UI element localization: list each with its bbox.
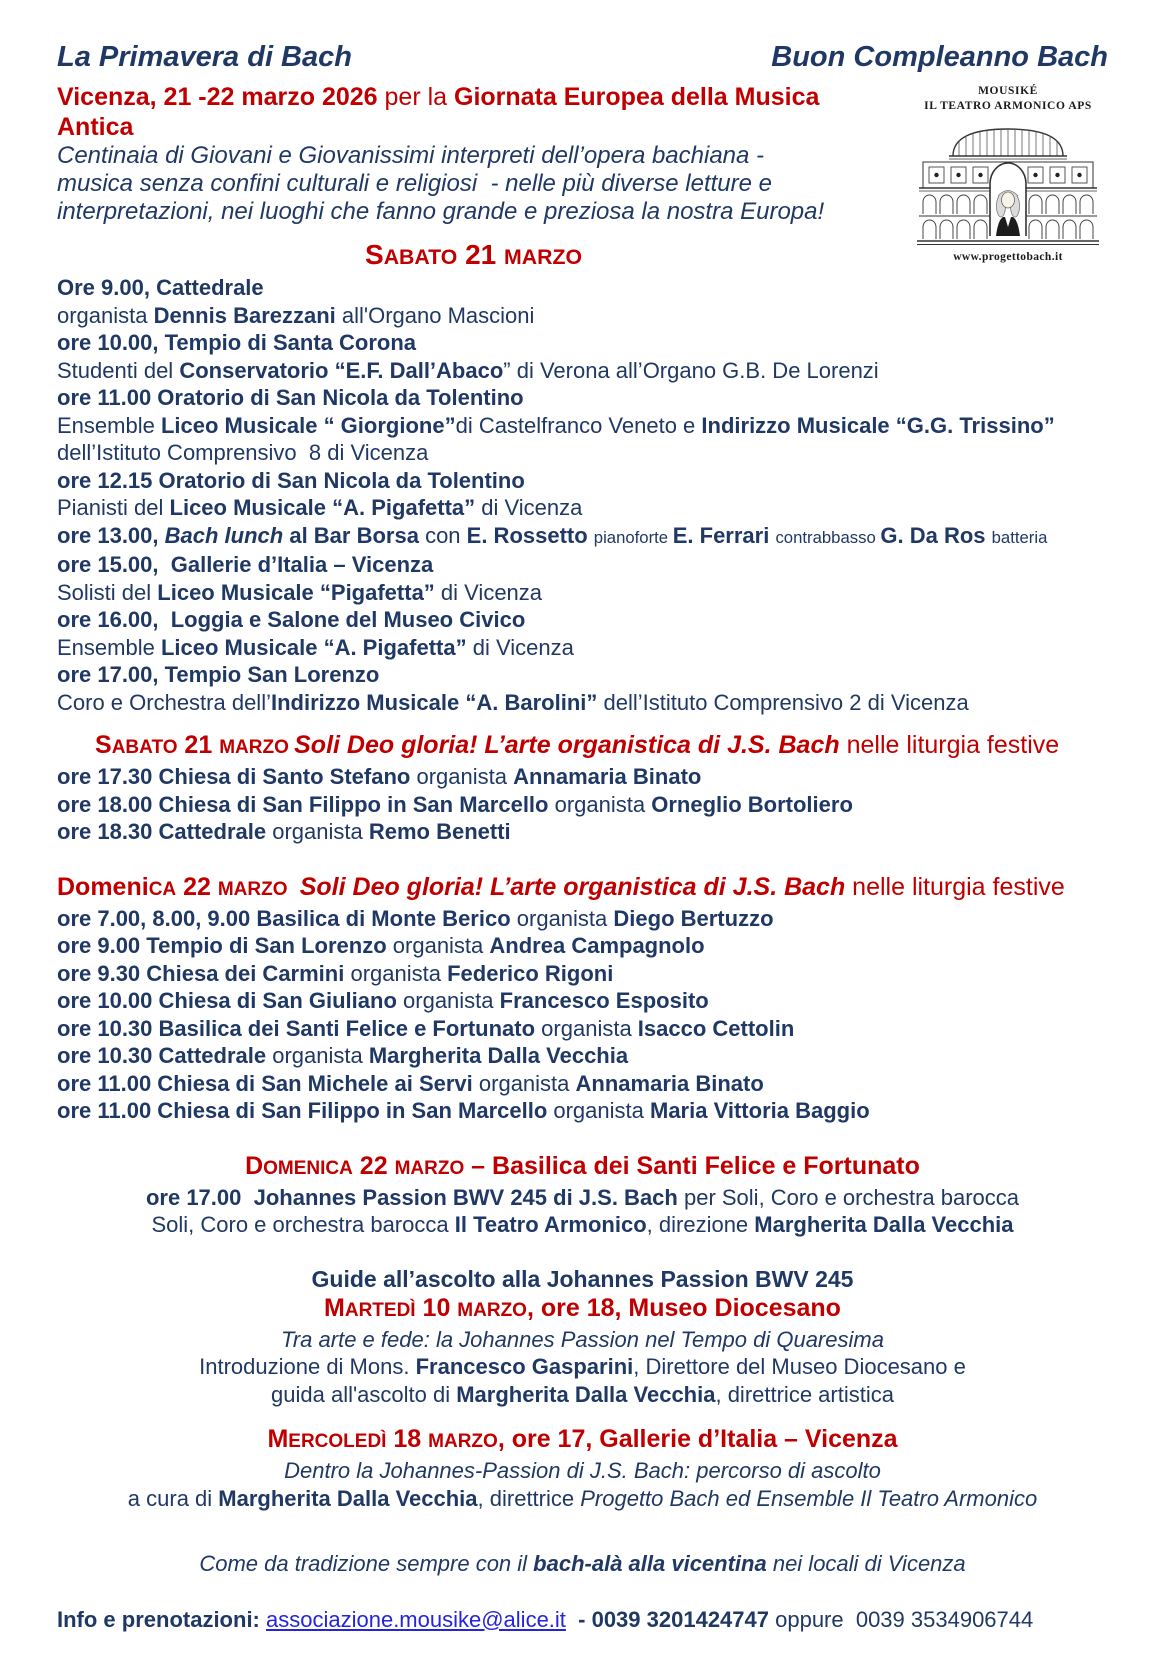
tuesday-heading [57,1293,1108,1326]
flyer-body [57,82,1108,1633]
text-segment: 10 [415,1293,458,1322]
event-line [57,1184,1108,1212]
text-segment: Francesco Esposito [499,988,709,1013]
text-segment: Diego Bertuzzo [613,905,774,931]
text-segment: organista [272,1043,369,1068]
text-segment: Federico Rigoni [447,960,614,986]
text-segment: di Castelfranco Veneto e [455,412,702,438]
event-line [57,818,1108,846]
event-line [57,1353,1108,1381]
text-segment: Tra arte e fede: la Johannes Passion nel Tempo di Quaresima [281,1326,884,1352]
text-segment: ARTEDÌ [344,1299,416,1321]
event-line [57,412,1108,440]
text-segment: G. Da Ros [880,522,992,548]
text-segment: organista [516,905,614,931]
text-segment: bach-alà alla vicentina [533,1551,767,1576]
wednesday-heading [57,1424,1108,1457]
text-segment: Liceo Musicale “ Giorgione” [160,412,456,438]
text-segment: Soli, Coro e orchestra barocca [151,1212,455,1237]
guides-heading [57,1265,1108,1293]
text-segment: Margherita Dalla Vecchia [456,1381,716,1407]
text-segment: Coro e Orchestra dell’ [57,689,271,715]
text-segment: oppure 0039 3534906744 [775,1606,1034,1632]
text-segment: batteria [991,527,1048,547]
event-line [57,1485,1108,1513]
text-segment: Ensemble [57,634,161,660]
saturday-organ-heading [57,730,1108,763]
event-line [57,274,1108,302]
text-segment: Come da tradizione sempre con il [199,1551,534,1576]
text-segment: MARZO [428,1431,498,1452]
text-segment: ore 15.00, Gallerie d’Italia – Vicenza [57,552,434,577]
text-segment: Soli Deo gloria! L’arte organistica di J.S. Bach [292,872,853,901]
text-segment: Margherita Dalla Vecchia [754,1212,1014,1237]
text-segment: organista [350,960,448,986]
text-segment: musica senza confini culturali e religiosi - nelle più diverse letture e [57,170,773,197]
text-segment: al Bar Borsa [289,522,426,548]
text-segment: di Vicenza [466,634,574,660]
event-line [57,634,1108,662]
event-line [57,1211,1108,1239]
text-segment: , ore 18, Museo Diocesano [526,1293,841,1322]
text-segment: Ore 9.00, Cattedrale [57,275,264,300]
event-line [57,522,1108,552]
text-segment: Introduzione di Mons. [199,1354,416,1379]
event-line [57,329,1108,357]
text-segment: ” di Verona all’Organo G.B. De Lorenzi [503,357,879,383]
text-segment: Maria Vittoria Baggio [650,1098,870,1123]
text-segment: Indirizzo Musicale “A. Barolini” [270,689,598,715]
text-segment: ore 10.00 Chiesa di San Giuliano [57,988,404,1013]
text-segment: ABATO [111,737,178,758]
text-segment: MARZO [504,245,582,269]
text-segment: Bach lunch [164,522,290,548]
page-header [57,40,1108,74]
text-segment: ore 11.00 Oratorio di San Nicola da Tolentino [57,385,524,410]
text-segment: E. Rossetto [466,522,594,548]
text-segment: Liceo Musicale “Pigafetta” [157,579,435,605]
event-line [57,1015,1108,1043]
event-line [57,763,1108,791]
text-segment: , ore 17, Gallerie d’Italia – Vicenza [497,1425,898,1453]
logo-website: www.progettobach.it [953,251,1063,263]
text-segment: Conservatorio “E.F. Dall’Abaco [179,357,504,383]
text-segment: – Basilica dei Santi Felice e Fortunato [464,1151,920,1180]
text-segment: Ensemble [57,412,161,438]
event-line [57,1070,1108,1098]
event-line [57,357,1108,385]
text-segment: ore 11.00 Chiesa di San Filippo in San Marcello [57,1098,554,1123]
text-segment: ore 16.00, Loggia e Salone del Museo Civico [57,607,526,632]
text-segment: 21 [457,239,505,270]
logo-org-name-line1: MOUSIKÉ [978,85,1038,97]
text-segment: all'Organo Mascioni [341,302,535,328]
sunday-organ-heading [57,872,1108,905]
text-segment: 18 [386,1425,429,1453]
text-segment: , direttrice artistica [715,1381,894,1407]
text-segment: 22 [352,1151,395,1180]
event-line [57,905,1108,933]
text-segment: organista [392,933,490,958]
event-line [57,932,1108,960]
event-line [57,439,1108,467]
text-segment: ore 17.00, Tempio San Lorenzo [57,662,380,687]
text-segment: E. Ferrari [672,522,776,548]
event-line [57,494,1108,522]
text-segment: MARZO [394,1157,465,1179]
text-segment: ore 10.00, Tempio di Santa Corona [57,330,417,355]
text-segment: di Vicenza [434,579,543,605]
text-segment: OMENICA [263,1157,353,1179]
text-segment: organista [478,1070,576,1096]
event-line [57,1042,1108,1070]
text-segment: ore 9.00 Tempio di San Lorenzo [57,933,393,958]
text-segment: 22 [176,872,218,901]
text-segment: ore 18.30 Cattedrale [57,819,273,844]
text-segment: a cura di [127,1485,219,1511]
text-segment: organista [553,1098,650,1123]
text-segment: contrabbasso [775,527,881,547]
text-segment: organista [541,1015,638,1041]
text-segment: Liceo Musicale “A. Pigafetta” [169,495,476,520]
logo-org-name-line2: IL TEATRO ARMONICO APS [924,100,1092,112]
text-segment: Il Teatro Armonico [454,1212,647,1237]
text-segment: Guide all’ascolto alla Johannes Passion BWV 245 [311,1265,854,1292]
text-segment: M [324,1293,345,1322]
event-line [57,302,1108,330]
text-segment: nei locali di Vicenza [766,1551,966,1576]
event-line [57,661,1108,689]
event-line [57,1326,1108,1354]
event-line [57,960,1108,988]
text-segment: Dennis Barezzani [153,302,342,328]
text-segment: con [425,522,467,548]
text-segment: organista [416,764,514,789]
text-segment: Dentro la Johannes-Passion di J.S. Bach: percorso di ascolto [284,1458,881,1483]
contact-line [57,1606,1108,1634]
event-line [57,1457,1108,1485]
text-segment: Orneglio Bortoliero [651,791,853,817]
text-segment: ore 9.30 Chiesa dei Carmini [57,960,351,986]
text-segment: Liceo Musicale “A. Pigafetta” [160,634,467,660]
text-segment: Margherita Dalla Vecchia [218,1485,478,1511]
text-segment: , direttrice [477,1485,581,1511]
text-segment: - 0039 3201424747 [565,1606,776,1632]
text-segment: Centinaia di Giovani e Giovanissimi interpreti dell’opera bachiana - [57,142,765,169]
text-segment: Andrea Campagnolo [489,933,705,958]
text-segment: S [365,239,384,270]
text-segment: Annamaria Binato [513,764,702,789]
text-segment: organista [57,302,154,328]
text-segment: organista [554,791,652,817]
text-segment: Remo Benetti [368,819,511,844]
text-segment: Domeni [57,872,149,901]
text-segment: per Soli, Coro e orchestra barocca [683,1184,1020,1210]
text-segment: di Vicenza [475,495,583,520]
text-segment: CA [148,878,177,900]
event-line [57,467,1108,495]
event-line [57,987,1108,1015]
association-logo [908,84,1108,263]
text-segment: Solisti del [57,579,158,605]
event-line [57,1097,1108,1125]
sunday-basilica-heading [57,1151,1108,1184]
email-link[interactable]: associazione.mousike@alice.it [266,1606,566,1632]
text-segment: ore 12.15 Oratorio di San Nicola da Tolentino [57,467,525,493]
text-segment: ore 7.00, 8.00, 9.00 Basilica di Monte Berico [57,905,517,931]
text-segment: ore 13.00, [57,522,165,548]
event-line [57,384,1108,412]
page-title-left: La Primavera di Bach [57,41,352,73]
text-segment: ABATO [383,245,458,269]
text-segment: Annamaria Binato [575,1070,764,1096]
text-segment: Studenti del [57,357,180,383]
text-segment: Pianisti del [57,495,170,520]
page-title-right: Buon Compleanno Bach [771,41,1108,73]
text-segment: S [95,731,112,759]
text-segment: , Direttore del Museo Diocesano e [633,1354,966,1379]
basilica-bach-logo-icon [913,122,1103,247]
event-line [57,606,1108,634]
text-segment: ore 11.00 Chiesa di San Michele ai Servi [57,1070,479,1096]
text-segment: , direzione [646,1212,755,1237]
text-segment: organista [403,988,500,1013]
text-segment: Vicenza, 21 -22 marzo 2026 [57,83,385,111]
event-line [57,551,1108,579]
text-segment: Francesco Gasparini [415,1354,634,1379]
text-segment: pianoforte [593,527,673,547]
text-segment: ore 17.00 Johannes Passion BWV 245 di J.S. Bach [145,1184,684,1210]
text-segment: ore 18.00 Chiesa di San Filippo in San Marcello [57,791,555,817]
text-segment: Soli Deo gloria! L’arte organistica di J.S. Bach [294,731,847,759]
text-segment: Margherita Dalla Vecchia [368,1043,629,1068]
text-segment: M [267,1425,289,1453]
text-segment: per la [384,83,454,111]
text-segment: guida all'ascolto di [271,1381,457,1407]
text-segment: MARZO [219,737,295,758]
text-segment: ore 17.30 Chiesa di Santo Stefano [57,764,417,789]
text-segment: Giornata Europea della Musica Antica [57,83,826,141]
text-segment: nelle liturgia festive [852,872,1065,901]
text-segment: MARZO [457,1299,527,1321]
event-line [57,689,1108,717]
text-segment: ERCOLEDÌ [288,1431,387,1452]
text-segment: dell’Istituto Comprensivo 2 di Vicenza [597,689,969,715]
text-segment: 21 [177,731,220,759]
text-segment: interpretazioni, nei luoghi che fanno grande e preziosa la nostra Europa! [57,198,825,225]
text-segment: D [245,1151,264,1180]
text-segment: dell’Istituto Comprensivo 8 di Vicenza [57,440,429,465]
text-segment: Info e prenotazioni: [57,1606,266,1632]
text-segment: nelle liturgia festive [846,731,1060,759]
event-line [57,791,1108,819]
tradition-line [57,1550,1108,1578]
flyer-text-lines [57,82,1108,1633]
text-segment: MARZO [217,878,293,900]
text-segment: Indirizzo Musicale “G.G. Trissino” [701,412,1055,438]
event-line [57,579,1108,607]
event-line [57,1381,1108,1409]
text-segment: Isacco Cettolin [637,1015,795,1041]
text-segment: ore 10.30 Basilica dei Santi Felice e Fortunato [57,1015,542,1041]
text-segment: organista [272,819,369,844]
text-segment: Progetto Bach ed Ensemble Il Teatro Armonico [580,1485,1038,1511]
text-segment: ore 10.30 Cattedrale [57,1043,273,1068]
